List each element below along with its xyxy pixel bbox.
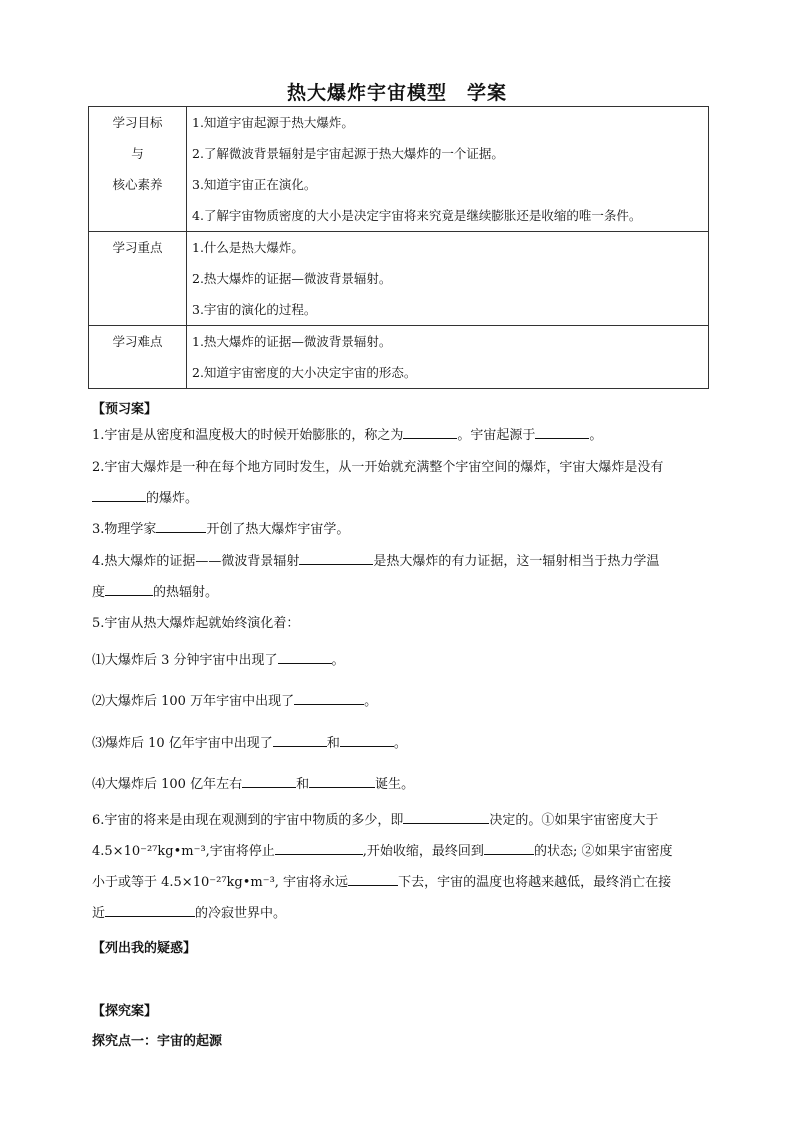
answer-blank[interactable] bbox=[535, 424, 589, 439]
preview-heading: 【预习案】 bbox=[92, 402, 158, 417]
question-text: 和 bbox=[326, 736, 340, 751]
row-header-text: 与 bbox=[131, 146, 144, 161]
answer-blank[interactable] bbox=[275, 840, 363, 855]
question-text: 2.宇宙大爆炸是一种在每个地方同时发生，从一开始就充满整个宇宙空间的爆炸，宇宙大爆炸是没有 bbox=[92, 460, 664, 475]
question-5-sub-2 bbox=[92, 686, 712, 717]
row-content-key-points bbox=[187, 232, 709, 326]
question-text: 决定的。①如果宇宙密度大于 bbox=[489, 813, 659, 828]
list-item: 3.知道宇宙正在演化。 bbox=[192, 177, 317, 192]
list-item: 3.宇宙的演化的过程。 bbox=[192, 302, 317, 317]
question-text: 度 bbox=[92, 585, 106, 600]
question-text: ⑵大爆炸后 100 万年宇宙中出现了 bbox=[92, 694, 295, 709]
page-title: 热大爆炸宇宙模型 学案 bbox=[286, 82, 507, 104]
row-content-goals bbox=[187, 107, 709, 232]
question-3 bbox=[92, 514, 712, 545]
question-5-sub-4 bbox=[92, 769, 712, 800]
question-text: ⑶爆炸后 10 亿年宇宙中出现了 bbox=[92, 736, 273, 751]
question-5-intro: 5.宇宙从热大爆炸起就始终演化着： bbox=[92, 616, 300, 631]
learning-goals-table bbox=[88, 106, 709, 389]
row-header-key-points bbox=[89, 232, 187, 326]
list-item: 2.知道宇宙密度的大小决定宇宙的形态。 bbox=[192, 365, 417, 380]
explore-heading: 【探究案】 bbox=[92, 1004, 158, 1019]
explore-point-1: 探究点一：宇宙的起源 bbox=[92, 1034, 223, 1049]
answer-blank[interactable] bbox=[294, 690, 364, 705]
answer-blank[interactable] bbox=[278, 649, 332, 664]
list-item: 4.了解宇宙物质密度的大小是决定宇宙将来究竟是继续膨胀还是收缩的唯一条件。 bbox=[192, 208, 642, 223]
question-text: 小于或等于 4.5×10⁻²⁷kg•m⁻³, 宇宙将永远 bbox=[92, 875, 349, 890]
question-text: 和 bbox=[296, 777, 310, 792]
answer-blank[interactable] bbox=[242, 773, 296, 788]
answer-blank[interactable] bbox=[484, 840, 534, 855]
question-5-sub-1 bbox=[92, 645, 712, 676]
answer-blank[interactable] bbox=[309, 773, 375, 788]
answer-blank[interactable] bbox=[156, 518, 206, 533]
question-text: 的冷寂世界中。 bbox=[195, 906, 287, 921]
question-5-sub-3 bbox=[92, 728, 712, 759]
row-header-difficulties bbox=[89, 326, 187, 389]
doubts-heading: 【列出我的疑惑】 bbox=[92, 941, 197, 956]
table-row bbox=[89, 326, 709, 389]
question-6 bbox=[92, 805, 712, 929]
question-text: 。 bbox=[393, 736, 407, 751]
question-text: 下去，宇宙的温度也将越来越低，最终消亡在接 bbox=[398, 875, 672, 890]
question-4 bbox=[92, 546, 712, 608]
answer-blank[interactable] bbox=[348, 871, 398, 886]
question-text: 1.宇宙是从密度和温度极大的时候开始膨胀的，称之为 bbox=[92, 428, 404, 443]
question-text: 4.5×10⁻²⁷kg•m⁻³,宇宙将停止 bbox=[92, 844, 275, 859]
answer-blank[interactable] bbox=[105, 581, 153, 596]
answer-blank[interactable] bbox=[105, 902, 195, 917]
row-header-text: 学习目标 bbox=[112, 115, 163, 130]
list-item: 1.热大爆炸的证据—微波背景辐射。 bbox=[192, 334, 392, 349]
row-header-text: 学习重点 bbox=[112, 240, 163, 255]
question-text: 是热大爆炸的有力证据，这一辐射相当于热力学温 bbox=[373, 554, 660, 569]
question-text: 。 bbox=[589, 428, 603, 443]
question-text: 的状态; ②如果宇宙密度 bbox=[533, 844, 673, 859]
question-2 bbox=[92, 452, 712, 514]
answer-blank[interactable] bbox=[340, 732, 394, 747]
list-item: 1.什么是热大爆炸。 bbox=[192, 240, 304, 255]
question-text: ⑴大爆炸后 3 分钟宇宙中出现了 bbox=[92, 653, 278, 668]
table-row bbox=[89, 107, 709, 232]
question-text: ⑷大爆炸后 100 亿年左右 bbox=[92, 777, 243, 792]
question-text: 诞生。 bbox=[375, 777, 415, 792]
answer-blank[interactable] bbox=[273, 732, 327, 747]
question-text: 。宇宙起源于 bbox=[457, 428, 536, 443]
row-header-text: 核心素养 bbox=[112, 177, 163, 192]
question-text: 的爆炸。 bbox=[146, 491, 199, 506]
question-text: 开创了热大爆炸宇宙学。 bbox=[206, 522, 350, 537]
question-1 bbox=[92, 420, 712, 451]
row-content-difficulties bbox=[187, 326, 709, 389]
answer-blank[interactable] bbox=[92, 487, 146, 502]
question-text: 3.物理学家 bbox=[92, 522, 157, 537]
answer-blank[interactable] bbox=[403, 424, 457, 439]
list-item: 2.了解微波背景辐射是宇宙起源于热大爆炸的一个证据。 bbox=[192, 146, 504, 161]
list-item: 2.热大爆炸的证据—微波背景辐射。 bbox=[192, 271, 392, 286]
question-text: 的热辐射。 bbox=[153, 585, 219, 600]
question-text: 近 bbox=[92, 906, 106, 921]
row-header-text: 学习难点 bbox=[112, 334, 163, 349]
answer-blank[interactable] bbox=[403, 809, 489, 824]
question-text: 4.热大爆炸的证据——微波背景辐射 bbox=[92, 554, 300, 569]
question-text: 。 bbox=[331, 653, 345, 668]
question-text: 6.宇宙的将来是由现在观测到的宇宙中物质的多少，即 bbox=[92, 813, 404, 828]
row-header-goals bbox=[89, 107, 187, 232]
list-item: 1.知道宇宙起源于热大爆炸。 bbox=[192, 115, 354, 130]
table-row bbox=[89, 232, 709, 326]
question-text: ,开始收缩，最终回到 bbox=[362, 844, 484, 859]
answer-blank[interactable] bbox=[299, 550, 373, 565]
question-text: 。 bbox=[364, 694, 378, 709]
